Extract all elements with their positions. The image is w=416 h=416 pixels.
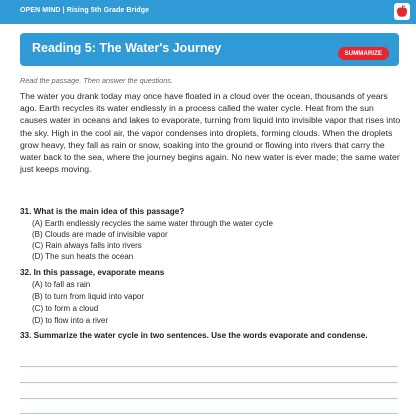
question-32-option-d[interactable]: (D) to flow into a river <box>32 316 109 325</box>
question-31-option-a[interactable]: (A) Earth endlessly recycles the same water through the water cycle <box>32 219 273 228</box>
reading-passage: The water you drank today may once have floated in a cloud over the ocean, thousands of years ago. Earth recycles its water endlessly in a process called the water cycle. Heat from the sun causes water in oceans and lakes to evaporate, turning from liquid into invisible vapor that rises into the sky. High in the cool air, the vapor condenses into droplets, forming clouds. When the droplets grow heavy, they fall as rain or snow, soaking into the ground or flowing into rivers that carry the water back to the sea, where the journey begins again. No new water is ever made; the same water just keeps moving. <box>20 91 401 175</box>
summarize-button[interactable]: SUMMARIZE <box>338 47 389 60</box>
instructions-text: Read the passage. Then answer the questions. <box>20 76 173 85</box>
header-label: OPEN MIND | Rising 5th Grade Bridge <box>20 7 150 14</box>
answer-line[interactable] <box>20 366 398 367</box>
question-32-option-c[interactable]: (C) to form a cloud <box>32 304 99 313</box>
question-31-option-c[interactable]: (C) Rain always falls into rivers <box>32 241 142 250</box>
reading-title-bar <box>20 33 399 66</box>
top-header-bar <box>0 0 416 24</box>
answer-line[interactable] <box>20 398 398 399</box>
answer-line[interactable] <box>20 413 398 414</box>
apple-icon <box>394 3 410 20</box>
question-32: 32. In this passage, evaporate means <box>20 268 165 277</box>
question-31: 31. What is the main idea of this passage? <box>20 207 185 216</box>
question-32-option-b[interactable]: (B) to turn from liquid into vapor <box>32 292 145 301</box>
question-31-option-d[interactable]: (D) The sun heats the ocean <box>32 252 134 261</box>
answer-line[interactable] <box>20 382 398 383</box>
question-31-option-b[interactable]: (B) Clouds are made of invisible vapor <box>32 230 168 239</box>
question-33: 33. Summarize the water cycle in two sentences. Use the words evaporate and condense. <box>20 331 368 340</box>
page-title: Reading 5: The Water's Journey <box>32 41 222 55</box>
question-32-option-a[interactable]: (A) to fall as rain <box>32 280 91 289</box>
